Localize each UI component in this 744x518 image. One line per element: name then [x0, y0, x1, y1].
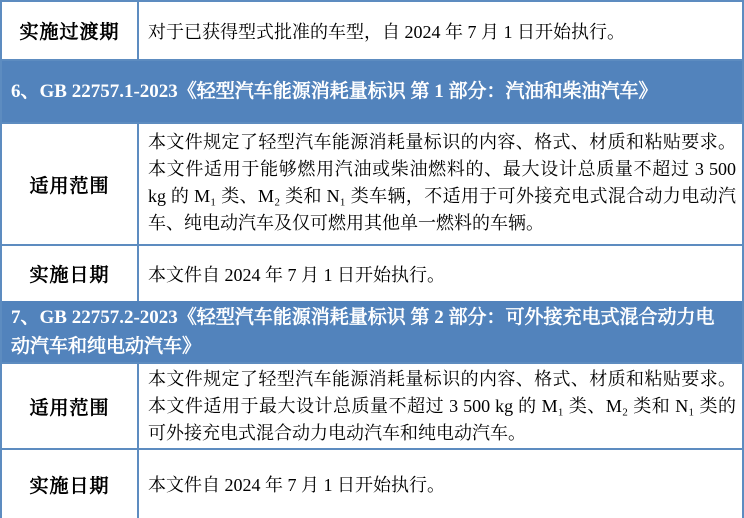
content-scope-standard-6: 本文件规定了轻型汽车能源消耗量标识的内容、格式、材质和粘贴要求。本文件适用于能够燃用汽油或柴油燃料的、最大设计总质量不超过 3 500 kg 的 M₁ 类、M₂ 类和 N₁ 类车辆，不适用于可外接充电式混合动力电动汽车、纯电动汽车及仅可燃用其他单一燃料的车辆。: [148, 132, 736, 233]
label-date-standard-6: 实施日期: [2, 246, 139, 301]
content-scope-standard-7: 本文件规定了轻型汽车能源消耗量标识的内容、格式、材质和粘贴要求。本文件适用于最大设计总质量不超过 3 500 kg 的 M₁ 类、M₂ 类和 N₁ 类的可外接充电式混合动力电动汽车和纯电动汽车。: [148, 369, 736, 443]
standard-6-title: 6、GB 22757.1-2023《轻型汽车能源消耗量标识 第 1 部分：汽油和柴油汽车》: [11, 81, 658, 102]
label-scope-standard-6: 适用范围: [2, 124, 139, 244]
standard-7-title: 7、GB 22757.2-2023《轻型汽车能源消耗量标识 第 2 部分：可外接充电式混合动力电动汽车和纯电动汽车》: [11, 306, 715, 357]
content-implementation-transition: 对于已获得型式批准的车型，自 2024 年 7 月 1 日开始执行。: [148, 21, 625, 42]
row-date-standard-7: [2, 450, 742, 518]
label-implementation-transition: 实施过渡期: [2, 2, 139, 59]
content-date-standard-7: 本文件自 2024 年 7 月 1 日开始执行。: [148, 475, 445, 495]
row-scope-standard-6: [2, 122, 742, 246]
section-band-standard-6: [2, 61, 742, 122]
row-implementation-transition: [2, 2, 742, 61]
section-band-standard-7: [2, 301, 742, 362]
label-date-standard-7: 实施日期: [2, 450, 139, 518]
row-date-standard-6: [2, 246, 742, 301]
row-scope-standard-7: [2, 362, 742, 450]
content-date-standard-6: 本文件自 2024 年 7 月 1 日开始执行。: [148, 264, 445, 285]
label-scope-standard-7: 适用范围: [2, 364, 139, 448]
